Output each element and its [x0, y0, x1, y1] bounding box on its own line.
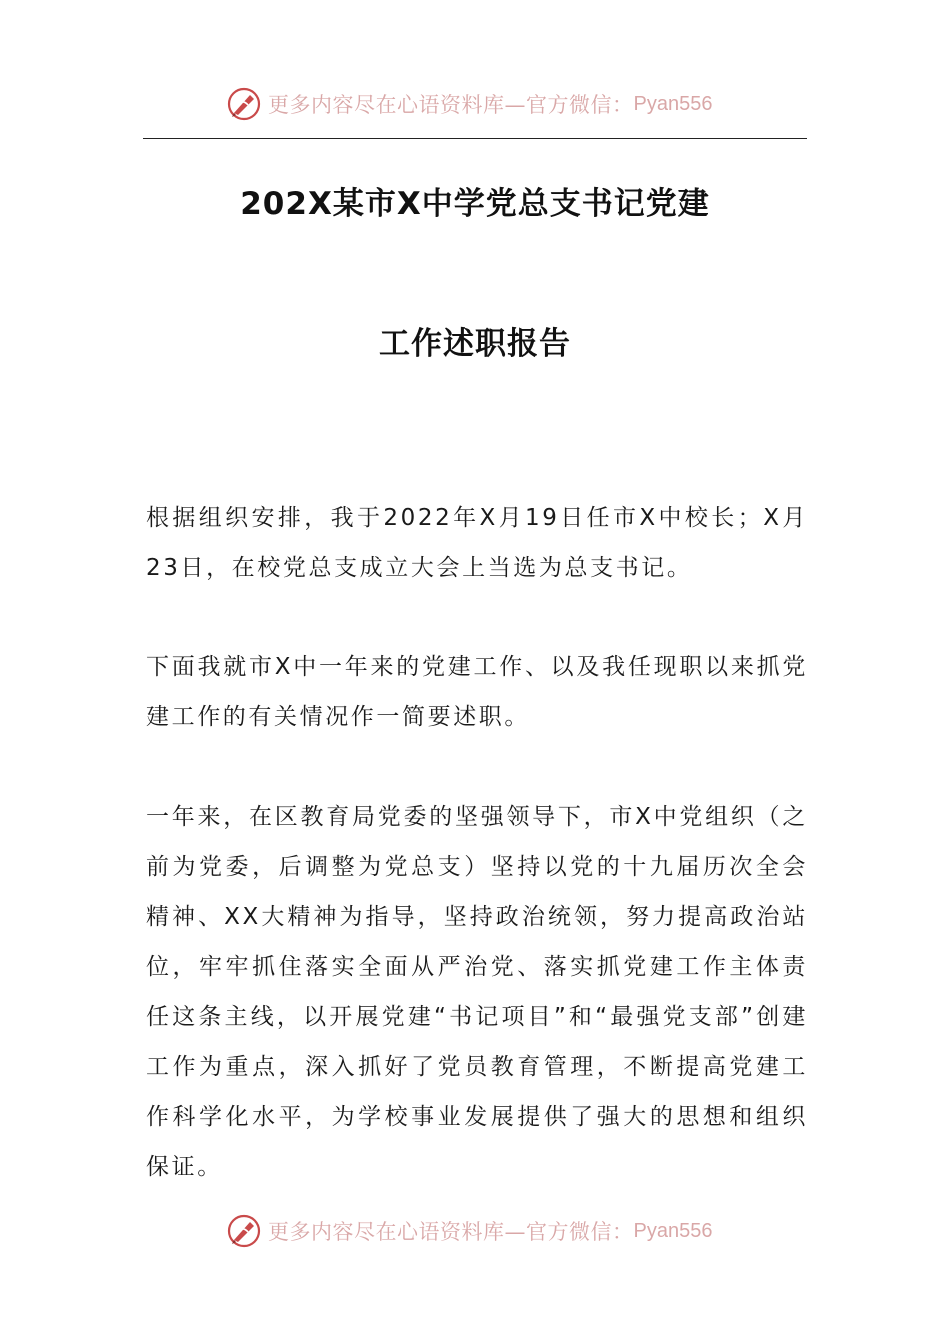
- paragraph-1: 根据组织安排，我于2022年X月19日任市X中校长；X月23日，在校党总支成立大会上当选为总支书记。: [146, 505, 808, 581]
- watermark-text: 更多内容尽在心语资料库—官方微信：: [268, 93, 634, 117]
- header-divider: [143, 138, 807, 139]
- pen-logo-icon: [226, 1213, 262, 1249]
- paragraph-2: 下面我就市X中一年来的党建工作、以及我任现职以来抓党建工作的有关情况作一简要述职。: [146, 654, 808, 730]
- watermark-wechat-id: Pyan556: [633, 92, 713, 115]
- paragraph-3: 一年来，在区教育局党委的坚强领导下，市X中党组织（之前为党委，后调整为党总支）坚持以党的十九届历次全会精神、XX大精神为指导，坚持政治统领，努力提高政治站位，牢牢抓住落实全面从严治党、落实抓党建工作主体责任这条主线，以开展党建“书记项目”和“最强党支部”创建工作为重点，深入抓好了党员教育管理，不断提高党建工作科学化水平，为学校事业发展提供了强大的思想和组织保证。: [146, 804, 808, 1180]
- document-title-line-2: 工作述职报告: [379, 326, 571, 362]
- pen-logo-icon: [226, 86, 262, 122]
- document-title-line-1: 202X某市X中学党总支书记党建: [240, 186, 710, 222]
- watermark-text: 更多内容尽在心语资料库—官方微信：: [268, 1220, 634, 1244]
- footer-watermark: [226, 1211, 712, 1251]
- watermark-wechat-id: Pyan556: [633, 1219, 713, 1242]
- header-watermark: [226, 84, 712, 124]
